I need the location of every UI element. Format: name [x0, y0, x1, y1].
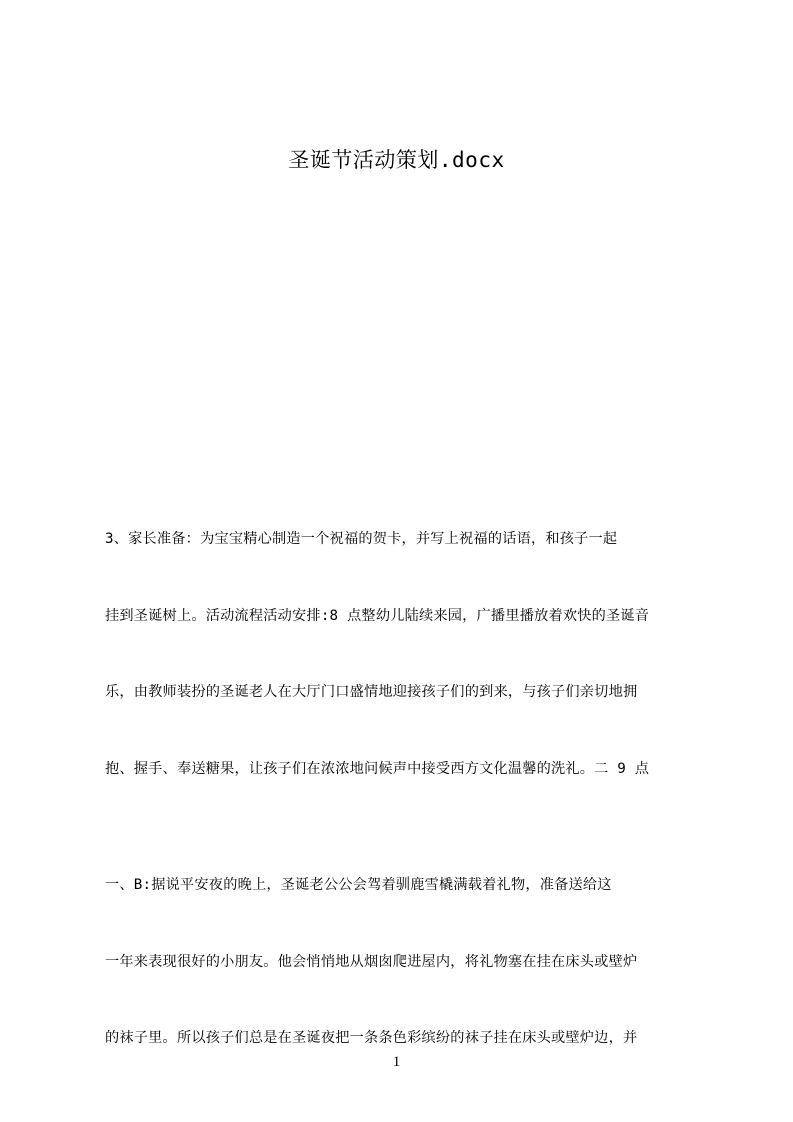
text-line: 一、B:据说平安夜的晚上，圣诞老公公会驾着驯鹿雪橇满载着礼物，准备送给这	[105, 877, 612, 893]
text-line: 乐，由教师装扮的圣诞老人在大厅门口盛情地迎接孩子们的到来，与孩子们亲切地拥	[105, 684, 638, 700]
paragraph-christmas-story	[105, 822, 710, 1062]
paragraph-parent-prep	[105, 476, 710, 786]
text-line: 3、家长准备：为宝宝精心制造一个祝福的贺卡，并写上祝福的话语，和孩子一起	[105, 531, 618, 547]
paragraph-materials	[105, 370, 710, 396]
text-line: 挂到圣诞树上。活动流程活动安排:8 点整幼儿陆续来园，广播里播放着欢快的圣诞音	[105, 607, 650, 624]
text-line: 一年来表现很好的小朋友。他会悄悄地从烟囱爬进屋内，将礼物塞在挂在床头或壁炉	[105, 953, 638, 970]
text-line: 的袜子里。所以孩子们总是在圣诞夜把一条条色彩缤纷的袜子挂在床头或壁炉边，并	[105, 1030, 638, 1046]
text-line: 抱、握手、奉送糖果，让孩子们在浓浓地问候声中接受西方文化温馨的洗礼。二 9 点	[105, 760, 650, 777]
paragraph-activity-theme	[105, 293, 710, 345]
text-line	[105, 344, 710, 345]
document-title: 圣诞节活动策划.docx	[288, 148, 505, 172]
paragraph-program-prep	[105, 424, 710, 450]
page-number: 1	[392, 1054, 401, 1070]
